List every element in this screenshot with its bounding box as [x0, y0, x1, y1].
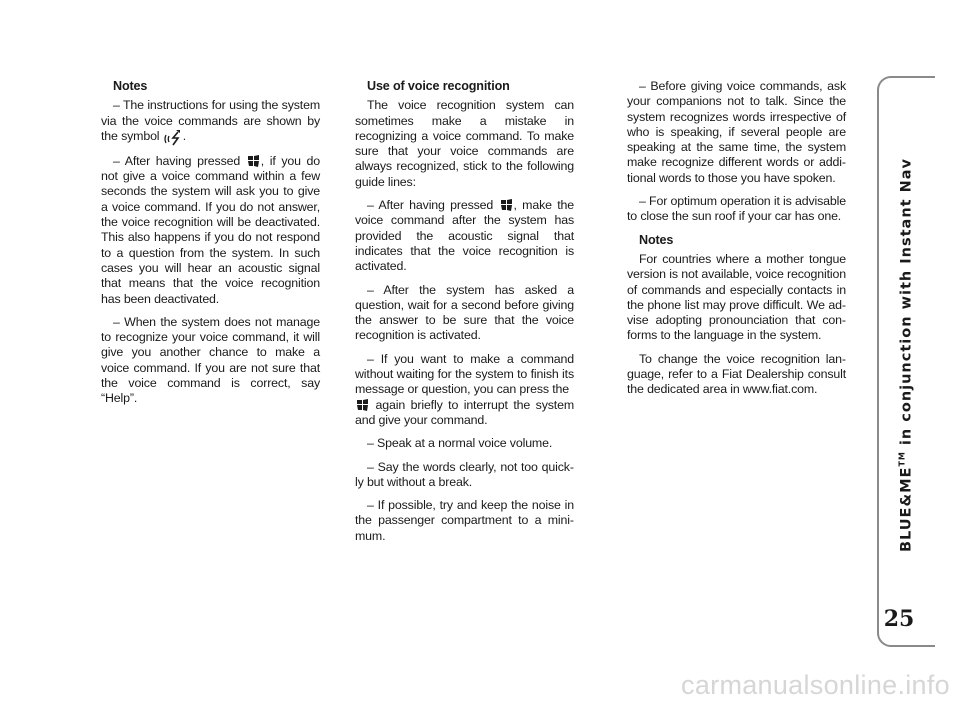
- text: , if you do not give a voice command within a few seconds the system will ask you to give a voice command. If you do not answer, the voice recognition will be deactivated. This also happens if you do not respond to a question from the system. In such cases you will hear an acoustic signal that means that the voice recognition has been deactivated.: [101, 153, 320, 306]
- text: – If you want to make a command without waiting for the system to finish its message or question, you can press the: [355, 351, 574, 397]
- title-text: BLUE&ME: [898, 466, 915, 552]
- watermark: carmanualsonline.info: [681, 670, 950, 700]
- column-middle: [355, 79, 574, 552]
- paragraph: – When the system does not manage to recognize your voice command, it will give you another chance to make a voice command. If you are not sure that the voice command is correct, say “Help”.: [101, 314, 320, 406]
- text: , make the voice command after the system has provided the acoustic signal that indicates that the voice recognition is activated.: [355, 198, 574, 274]
- paragraph: For countries where a mother tongue version is not available, voice recognition of commands and especially contacts in the phone list may prove difficult. We advise adopting pronounciation that conforms to the language in the system.: [627, 251, 846, 343]
- column-left: [101, 79, 320, 415]
- notes-heading: Notes: [113, 79, 148, 93]
- paragraph: To change the voice recognition language, refer to a Fiat Dealership consult the dedicated area in www.fiat.com.: [627, 351, 846, 397]
- paragraph: – For optimum operation it is advisable to close the sun roof if your car has one.: [627, 194, 846, 224]
- paragraph: [355, 198, 574, 274]
- text: – The instructions for using the system via the voice commands are shown by the symbol: [101, 98, 320, 143]
- paragraph: [101, 154, 320, 307]
- text: again briefly to interrupt the system and give your command.: [355, 397, 574, 427]
- column-right: [627, 79, 846, 406]
- steering-wheel-button-icon: [247, 155, 260, 167]
- paragraph: [355, 352, 574, 428]
- text: .: [182, 128, 187, 143]
- paragraph: [101, 98, 320, 146]
- notes-heading: Notes: [639, 232, 674, 247]
- page-number: 25: [883, 606, 915, 632]
- paragraph: – Speak at a normal voice volume.: [367, 436, 553, 451]
- steering-wheel-button-icon: [500, 199, 513, 211]
- title-text: in conjunction with Instant Nav: [898, 158, 915, 452]
- steering-wheel-button-icon: [356, 399, 369, 411]
- paragraph: – After the system has asked a question, wait for a second before giving the answer to be sure that the voice recognition is activated.: [355, 282, 574, 343]
- paragraph: The voice recognition system can sometimes make a mistake in recognizing a voice command. To make sure that your voice commands are always recognized, stick to the following guide lines:: [355, 98, 574, 189]
- voice-command-icon: [164, 130, 182, 146]
- text: – After having pressed: [367, 198, 494, 213]
- chapter-title: [898, 158, 915, 552]
- trademark: TM: [897, 451, 907, 467]
- section-heading: Use of voice recognition: [367, 79, 510, 93]
- text: – After having pressed: [113, 153, 241, 168]
- paragraph: – Before giving voice commands, ask your companions not to talk. Since the system recognizes words irrespective of who is speaking, if several people are speaking at the same time, the system make recognize different words or additional words to those you have spoken.: [627, 79, 846, 185]
- paragraph: – Say the words clearly, not too quickly but without a break.: [355, 459, 574, 489]
- paragraph: – If possible, try and keep the noise in the passenger compartment to a minimum.: [355, 498, 574, 543]
